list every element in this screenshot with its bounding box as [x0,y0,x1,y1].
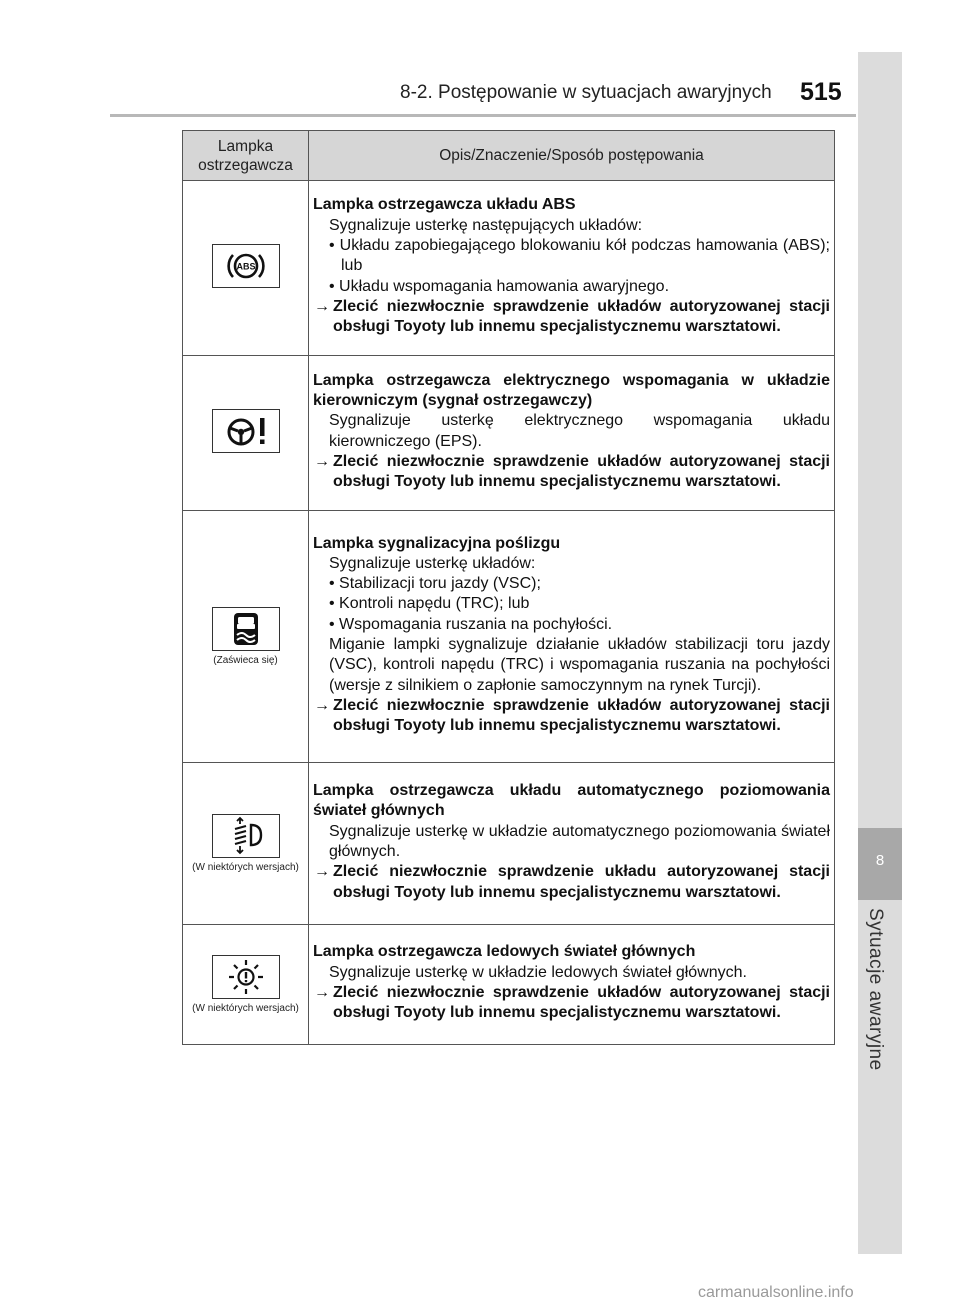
led-headlight-warning-icon [212,955,280,999]
abs-warning-icon [212,244,280,288]
description-cell [309,181,835,356]
entry-intro: Sygnalizuje usterkę elektrycznego wspomagania układu kierowniczego (EPS). [329,412,830,450]
lamp-cell [183,356,309,511]
side-tab [858,52,902,1254]
entry-title: Lampka ostrzegawcza układu automatycznego poziomowania świateł głównych [313,782,830,820]
side-tab-label: Sytuacje awaryjne [865,908,886,1071]
steering-warning-icon [212,409,280,453]
slip-indicator-icon [212,607,280,651]
lamp-note: (W niektórych wersjach) [192,862,299,873]
entry-action: → Zlecić niezwłocznie sprawdzenie układów autoryzowanej stacji obsługi Toyoty lub innemu specjalistycznemu warsztatowi. [314,696,830,735]
warning-lamp-table [182,130,835,1045]
column-header-lamp: Lampka ostrzegawcza [183,131,309,181]
arrow-icon: → [314,863,330,881]
description-cell [309,763,835,925]
entry-bullet: • Układu zapobiegającego blokowaniu kół podczas hamowania (ABS); lub [329,237,830,275]
lamp-note: (W niektórych wersjach) [192,1003,299,1014]
table-row [183,925,835,1045]
arrow-icon: → [314,297,330,315]
watermark: carmanualsonline.info [698,1284,854,1301]
header-title: 8-2. Postępowanie w sytuacjach awaryjnych [400,82,772,103]
entry-action: → Zlecić niezwłocznie sprawdzenie układów autoryzowanej stacji obsługi Toyoty lub innemu specjalistycznemu warsztatowi. [314,297,830,336]
entry-title: Lampka ostrzegawcza elektrycznego wspomagania w układzie kierowniczym (sygnał ostrzegawczy) [313,371,830,409]
description-cell [309,511,835,763]
entry-bullet: • Układu wspomagania hamowania awaryjnego. [329,277,670,295]
entry-title: Lampka ostrzegawcza ledowych świateł głównych [313,943,696,961]
entry-intro: Sygnalizuje usterkę następujących układów: [329,216,643,234]
headlight-leveling-icon [212,814,280,858]
table-row [183,181,835,356]
arrow-icon: → [314,452,330,470]
entry-title: Lampka sygnalizacyjna poślizgu [313,534,561,552]
entry-intro: Sygnalizuje usterkę w układzie automatycznego poziomowania świateł głównych. [329,822,830,860]
lamp-cell [183,925,309,1045]
page-number: 515 [800,78,842,106]
entry-extra: Miganie lampki sygnalizuje działanie układów stabilizacji toru jazdy (VSC), kontroli napędu (TRC) i wspomagania ruszania na pochyłości (wersje z silnikiem o zapłonie samoczynnym na rynek Turcji). [329,636,830,694]
column-header-description: Opis/Znaczenie/Sposób postępowania [309,131,835,181]
table-row [183,511,835,763]
entry-bullet: • Kontroli napędu (TRC); lub [329,595,530,613]
table-header-row [183,131,835,181]
entry-title: Lampka ostrzegawcza układu ABS [313,196,576,214]
table-row [183,356,835,511]
arrow-icon: → [314,696,330,714]
entry-intro: Sygnalizuje usterkę układów: [329,554,536,572]
entry-action: → Zlecić niezwłocznie sprawdzenie układów autoryzowanej stacji obsługi Toyoty lub innemu specjalistycznemu warsztatowi. [314,984,830,1022]
entry-action: → Zlecić niezwłocznie sprawdzenie układów autoryzowanej stacji obsługi Toyoty lub innemu specjalistycznemu warsztatowi. [314,452,830,491]
side-tab-chapter: 8 [858,828,902,900]
header-rule [110,114,856,117]
lamp-cell [183,763,309,925]
lamp-cell [183,511,309,763]
description-cell [309,925,835,1045]
description-cell [309,356,835,511]
table-row [183,763,835,925]
entry-intro: Sygnalizuje usterkę w układzie ledowych świateł głównych. [329,963,747,981]
entry-bullet: • Stabilizacji toru jazdy (VSC); [329,575,541,593]
entry-bullet: • Wspomagania ruszania na pochyłości. [329,615,613,633]
lamp-note: (Zaświeca się) [213,655,278,666]
arrow-icon: → [314,984,330,1001]
svg-text:ABS: ABS [235,261,256,272]
lamp-cell [183,181,309,356]
entry-action: → Zlecić niezwłocznie sprawdzenie układu autoryzowanej stacji obsługi Toyoty lub innemu specjalistycznemu warsztatowi. [314,863,830,901]
